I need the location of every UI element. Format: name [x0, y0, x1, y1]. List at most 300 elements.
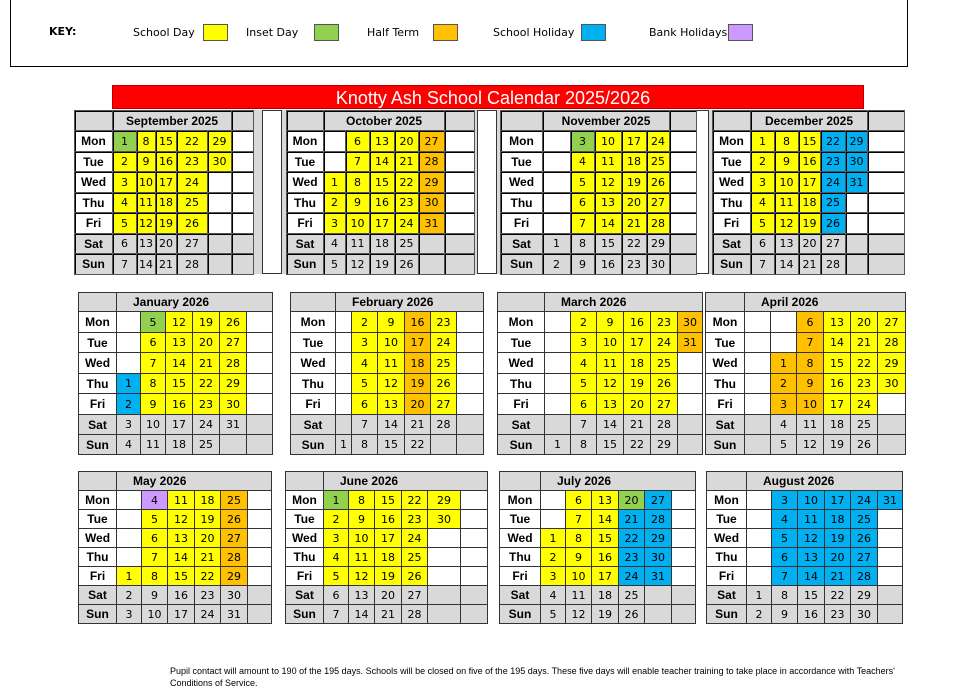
date-cell: 30 [220, 394, 247, 415]
empty-cell [457, 394, 484, 415]
header-corner [707, 472, 747, 491]
month-title: April 2026 [745, 293, 906, 312]
header-corner [706, 293, 745, 312]
empty-cell [672, 510, 696, 529]
day-row [75, 213, 254, 234]
empty-cell [846, 254, 868, 275]
date-cell: 30 [678, 312, 703, 333]
date-cell: 10 [797, 394, 824, 415]
date-cell: 14 [166, 353, 193, 374]
date-cell: 28 [220, 353, 247, 374]
empty-cell [878, 510, 903, 529]
day-label: Sun [79, 435, 117, 455]
day-label: Fri [498, 394, 545, 415]
date-cell: 21 [156, 254, 177, 275]
date-cell: 16 [375, 510, 402, 529]
empty-cell [208, 234, 232, 254]
date-cell: 26 [221, 510, 248, 529]
date-cell: 1 [336, 435, 352, 455]
day-row [706, 312, 906, 333]
date-cell: 25 [647, 152, 670, 172]
date-cell: 14 [168, 548, 195, 567]
date-cell: 31 [220, 415, 247, 435]
empty-cell [247, 435, 273, 455]
month-title: May 2026 [117, 472, 272, 491]
day-label: Tue [713, 152, 751, 172]
date-cell: 21 [624, 415, 651, 435]
date-cell: 3 [352, 333, 378, 353]
day-label: Wed [291, 353, 336, 374]
day-label: Mon [79, 312, 117, 333]
date-cell: 27 [220, 333, 247, 353]
day-label: Wed [713, 172, 751, 193]
date-cell: 25 [821, 193, 846, 213]
date-cell: 17 [370, 213, 395, 234]
empty-cell [545, 374, 571, 394]
date-cell: 31 [645, 567, 672, 586]
date-cell: 3 [324, 529, 349, 548]
day-label: Fri [287, 213, 324, 234]
empty-cell [868, 131, 905, 152]
date-cell: 26 [647, 172, 670, 193]
date-cell: 5 [771, 435, 797, 455]
day-label: Sat [79, 415, 117, 435]
day-label: Tue [498, 333, 545, 353]
day-row [501, 131, 697, 152]
date-cell: 8 [137, 131, 156, 152]
date-cell: 13 [592, 491, 619, 510]
day-row [706, 435, 906, 455]
date-cell: 25 [619, 586, 645, 605]
empty-cell [461, 586, 488, 605]
date-cell: 7 [571, 415, 597, 435]
empty-cell [457, 312, 484, 333]
date-cell: 22 [395, 172, 419, 193]
date-cell: 1 [113, 131, 137, 152]
date-cell: 26 [851, 529, 878, 548]
day-row [75, 172, 254, 193]
day-label: Sun [713, 254, 751, 275]
day-row [501, 213, 697, 234]
date-cell: 9 [772, 605, 798, 624]
empty-cell [336, 312, 352, 333]
date-cell: 31 [221, 605, 248, 624]
date-cell: 10 [346, 213, 370, 234]
day-row [286, 510, 488, 529]
date-cell: 27 [851, 548, 878, 567]
date-cell: 4 [113, 193, 137, 213]
empty-cell [117, 491, 142, 510]
header-spacer [670, 111, 697, 131]
date-cell: 15 [378, 435, 405, 455]
day-row [79, 394, 273, 415]
empty-cell [419, 234, 445, 254]
empty-cell [846, 234, 868, 254]
header-corner [287, 111, 324, 131]
date-cell: 8 [142, 567, 168, 586]
empty-cell [232, 131, 254, 152]
date-cell: 18 [195, 491, 221, 510]
date-cell: 28 [431, 415, 457, 435]
date-cell: 18 [156, 193, 177, 213]
empty-cell [868, 152, 905, 172]
empty-cell [336, 353, 352, 374]
empty-cell [208, 172, 232, 193]
date-cell: 14 [378, 415, 405, 435]
empty-cell [445, 193, 475, 213]
date-cell: 13 [378, 394, 405, 415]
day-row [291, 394, 484, 415]
date-cell: 7 [324, 605, 349, 624]
day-label: Mon [79, 491, 117, 510]
date-cell: 21 [193, 353, 220, 374]
date-cell: 9 [775, 152, 799, 172]
date-cell: 5 [541, 605, 566, 624]
date-cell: 1 [543, 234, 571, 254]
day-label: Thu [291, 374, 336, 394]
day-row [500, 510, 696, 529]
date-cell: 2 [747, 605, 772, 624]
empty-cell [457, 415, 484, 435]
day-label: Thu [706, 374, 745, 394]
day-row [713, 254, 905, 275]
date-cell: 15 [370, 172, 395, 193]
empty-cell [247, 415, 273, 435]
day-row [291, 435, 484, 455]
date-cell: 22 [195, 567, 221, 586]
date-cell: 10 [595, 131, 622, 152]
date-cell: 30 [419, 193, 445, 213]
date-cell: 29 [878, 353, 906, 374]
date-cell: 16 [168, 586, 195, 605]
date-cell: 28 [821, 254, 846, 275]
empty-cell [672, 529, 696, 548]
date-cell: 29 [419, 172, 445, 193]
day-row [79, 491, 272, 510]
date-cell: 8 [571, 234, 595, 254]
header-corner [291, 293, 336, 312]
day-label: Fri [79, 394, 117, 415]
date-cell: 29 [208, 131, 232, 152]
day-row [706, 374, 906, 394]
date-cell: 1 [541, 529, 566, 548]
date-cell: 24 [851, 491, 878, 510]
date-cell: 11 [349, 548, 375, 567]
date-cell: 6 [142, 529, 168, 548]
date-cell: 14 [824, 333, 851, 353]
date-cell: 23 [622, 254, 647, 275]
date-cell: 29 [851, 586, 878, 605]
empty-cell [678, 435, 703, 455]
date-cell: 22 [825, 586, 851, 605]
day-row [79, 374, 273, 394]
day-row [287, 213, 475, 234]
date-cell: 18 [825, 510, 851, 529]
day-row [498, 415, 703, 435]
day-row [706, 394, 906, 415]
date-cell: 9 [349, 510, 375, 529]
date-cell: 4 [541, 586, 566, 605]
empty-cell [868, 234, 905, 254]
date-cell: 18 [824, 415, 851, 435]
date-cell: 20 [619, 491, 645, 510]
date-cell: 20 [825, 548, 851, 567]
date-cell: 16 [798, 605, 825, 624]
empty-cell [220, 435, 247, 455]
day-label: Sun [287, 254, 324, 275]
day-row [498, 435, 703, 455]
empty-cell [248, 510, 272, 529]
date-cell: 15 [595, 234, 622, 254]
day-row [498, 312, 703, 333]
day-label: Sat [500, 586, 541, 605]
date-cell: 27 [221, 529, 248, 548]
empty-cell [208, 254, 232, 275]
empty-cell [232, 193, 254, 213]
date-cell: 23 [619, 548, 645, 567]
day-label: Thu [75, 193, 113, 213]
date-cell: 10 [798, 491, 825, 510]
month-title: January 2026 [117, 293, 273, 312]
day-row [286, 491, 488, 510]
day-label: Tue [75, 152, 113, 172]
day-label: Tue [500, 510, 541, 529]
empty-cell [461, 510, 488, 529]
empty-cell [248, 586, 272, 605]
day-row [500, 586, 696, 605]
empty-cell [868, 172, 905, 193]
date-cell: 24 [195, 605, 221, 624]
empty-cell [771, 312, 797, 333]
day-label: Sat [287, 234, 324, 254]
empty-cell [247, 333, 273, 353]
date-cell: 2 [541, 548, 566, 567]
column-gap [477, 110, 497, 274]
empty-cell [541, 510, 566, 529]
month-title: February 2026 [336, 293, 484, 312]
empty-cell [672, 548, 696, 567]
date-cell: 7 [751, 254, 775, 275]
day-label: Tue [79, 333, 117, 353]
empty-cell [846, 193, 868, 213]
date-cell: 24 [395, 213, 419, 234]
date-cell: 14 [349, 605, 375, 624]
date-cell: 26 [821, 213, 846, 234]
date-cell: 9 [566, 548, 592, 567]
empty-cell [445, 172, 475, 193]
day-label: Mon [706, 312, 745, 333]
date-cell: 30 [208, 152, 232, 172]
day-row [500, 548, 696, 567]
date-cell: 12 [346, 254, 370, 275]
date-cell: 17 [166, 415, 193, 435]
date-cell: 2 [751, 152, 775, 172]
day-label: Tue [501, 152, 543, 172]
date-cell: 19 [195, 510, 221, 529]
date-cell: 28 [878, 333, 906, 353]
date-cell: 1 [324, 491, 349, 510]
day-row [501, 234, 697, 254]
empty-cell [232, 152, 254, 172]
date-cell: 2 [543, 254, 571, 275]
date-cell: 5 [751, 213, 775, 234]
day-label: Sat [79, 586, 117, 605]
date-cell: 10 [378, 333, 405, 353]
empty-cell [457, 374, 484, 394]
date-cell: 20 [624, 394, 651, 415]
date-cell: 29 [645, 529, 672, 548]
empty-cell [745, 353, 771, 374]
date-cell: 7 [571, 213, 595, 234]
empty-cell [324, 152, 346, 172]
date-cell: 15 [156, 131, 177, 152]
date-cell: 4 [352, 353, 378, 374]
calendar-title [112, 85, 864, 109]
empty-cell [445, 131, 475, 152]
date-cell: 4 [772, 510, 798, 529]
date-cell: 11 [597, 353, 624, 374]
date-cell: 11 [141, 435, 166, 455]
key-panel [10, 0, 908, 67]
date-cell: 17 [799, 172, 821, 193]
date-cell: 18 [622, 152, 647, 172]
day-label: Mon [75, 131, 113, 152]
date-cell: 30 [846, 152, 868, 172]
date-cell: 28 [221, 548, 248, 567]
date-cell: 20 [156, 234, 177, 254]
day-label: Thu [286, 548, 324, 567]
empty-cell [878, 605, 903, 624]
date-cell: 12 [349, 567, 375, 586]
day-label: Fri [500, 567, 541, 586]
empty-cell [745, 394, 771, 415]
date-cell: 13 [168, 529, 195, 548]
day-label: Tue [291, 333, 336, 353]
day-row [291, 353, 484, 374]
empty-cell [747, 567, 772, 586]
date-cell: 6 [346, 131, 370, 152]
column-gap [262, 110, 282, 274]
empty-cell [248, 529, 272, 548]
day-row [713, 234, 905, 254]
day-label: Fri [706, 394, 745, 415]
day-row [75, 193, 254, 213]
day-row [498, 353, 703, 374]
day-label: Thu [287, 193, 324, 213]
date-cell: 28 [645, 510, 672, 529]
empty-cell [868, 193, 905, 213]
day-label: Wed [498, 353, 545, 374]
day-label: Sun [706, 435, 745, 455]
day-label: Mon [501, 131, 543, 152]
date-cell: 24 [402, 529, 428, 548]
date-cell: 22 [821, 131, 846, 152]
date-cell: 14 [592, 510, 619, 529]
date-cell: 6 [113, 234, 137, 254]
date-cell: 24 [647, 131, 670, 152]
date-cell: 24 [651, 333, 678, 353]
date-cell: 4 [771, 415, 797, 435]
date-cell: 29 [846, 131, 868, 152]
empty-cell [461, 605, 488, 624]
empty-cell [232, 254, 254, 275]
date-cell: 4 [571, 152, 595, 172]
date-cell: 7 [772, 567, 798, 586]
empty-cell [461, 548, 488, 567]
date-cell: 16 [624, 312, 651, 333]
day-label: Fri [713, 213, 751, 234]
day-label: Wed [75, 172, 113, 193]
date-cell: 26 [851, 435, 878, 455]
date-cell: 6 [324, 586, 349, 605]
date-cell: 3 [772, 491, 798, 510]
empty-cell [428, 529, 461, 548]
date-cell: 5 [324, 254, 346, 275]
date-cell: 5 [142, 510, 168, 529]
date-cell: 27 [647, 193, 670, 213]
date-cell: 28 [402, 605, 428, 624]
day-label: Fri [501, 213, 543, 234]
date-cell: 7 [142, 548, 168, 567]
date-cell: 26 [619, 605, 645, 624]
date-cell: 9 [378, 312, 405, 333]
day-label: Sun [291, 435, 336, 455]
date-cell: 21 [799, 254, 821, 275]
date-cell: 15 [592, 529, 619, 548]
date-cell: 9 [597, 312, 624, 333]
empty-cell [670, 152, 697, 172]
date-cell: 8 [352, 435, 378, 455]
month-title: September 2025 [113, 111, 232, 131]
day-label: Sat [706, 415, 745, 435]
empty-cell [336, 374, 352, 394]
date-cell: 19 [156, 213, 177, 234]
date-cell: 17 [375, 529, 402, 548]
empty-cell [878, 586, 903, 605]
date-cell: 9 [346, 193, 370, 213]
date-cell: 18 [370, 234, 395, 254]
date-cell: 6 [797, 312, 824, 333]
day-label: Thu [500, 548, 541, 567]
date-cell: 23 [395, 193, 419, 213]
date-cell: 24 [851, 394, 878, 415]
date-cell: 22 [405, 435, 431, 455]
date-cell: 10 [597, 333, 624, 353]
date-cell: 11 [595, 152, 622, 172]
date-cell: 25 [177, 193, 208, 213]
date-cell: 5 [141, 312, 166, 333]
date-cell: 8 [349, 491, 375, 510]
day-row [291, 374, 484, 394]
day-row [713, 131, 905, 152]
date-cell: 26 [431, 374, 457, 394]
date-cell: 25 [851, 415, 878, 435]
date-cell: 18 [166, 435, 193, 455]
date-cell: 22 [193, 374, 220, 394]
date-cell: 5 [352, 374, 378, 394]
date-cell: 19 [622, 172, 647, 193]
day-label: Mon [498, 312, 545, 333]
empty-cell [678, 394, 703, 415]
date-cell: 3 [117, 605, 142, 624]
empty-cell [747, 548, 772, 567]
day-label: Wed [287, 172, 324, 193]
date-cell: 9 [141, 394, 166, 415]
date-cell: 4 [142, 491, 168, 510]
date-cell: 16 [592, 548, 619, 567]
day-label: Thu [713, 193, 751, 213]
date-cell: 2 [771, 374, 797, 394]
